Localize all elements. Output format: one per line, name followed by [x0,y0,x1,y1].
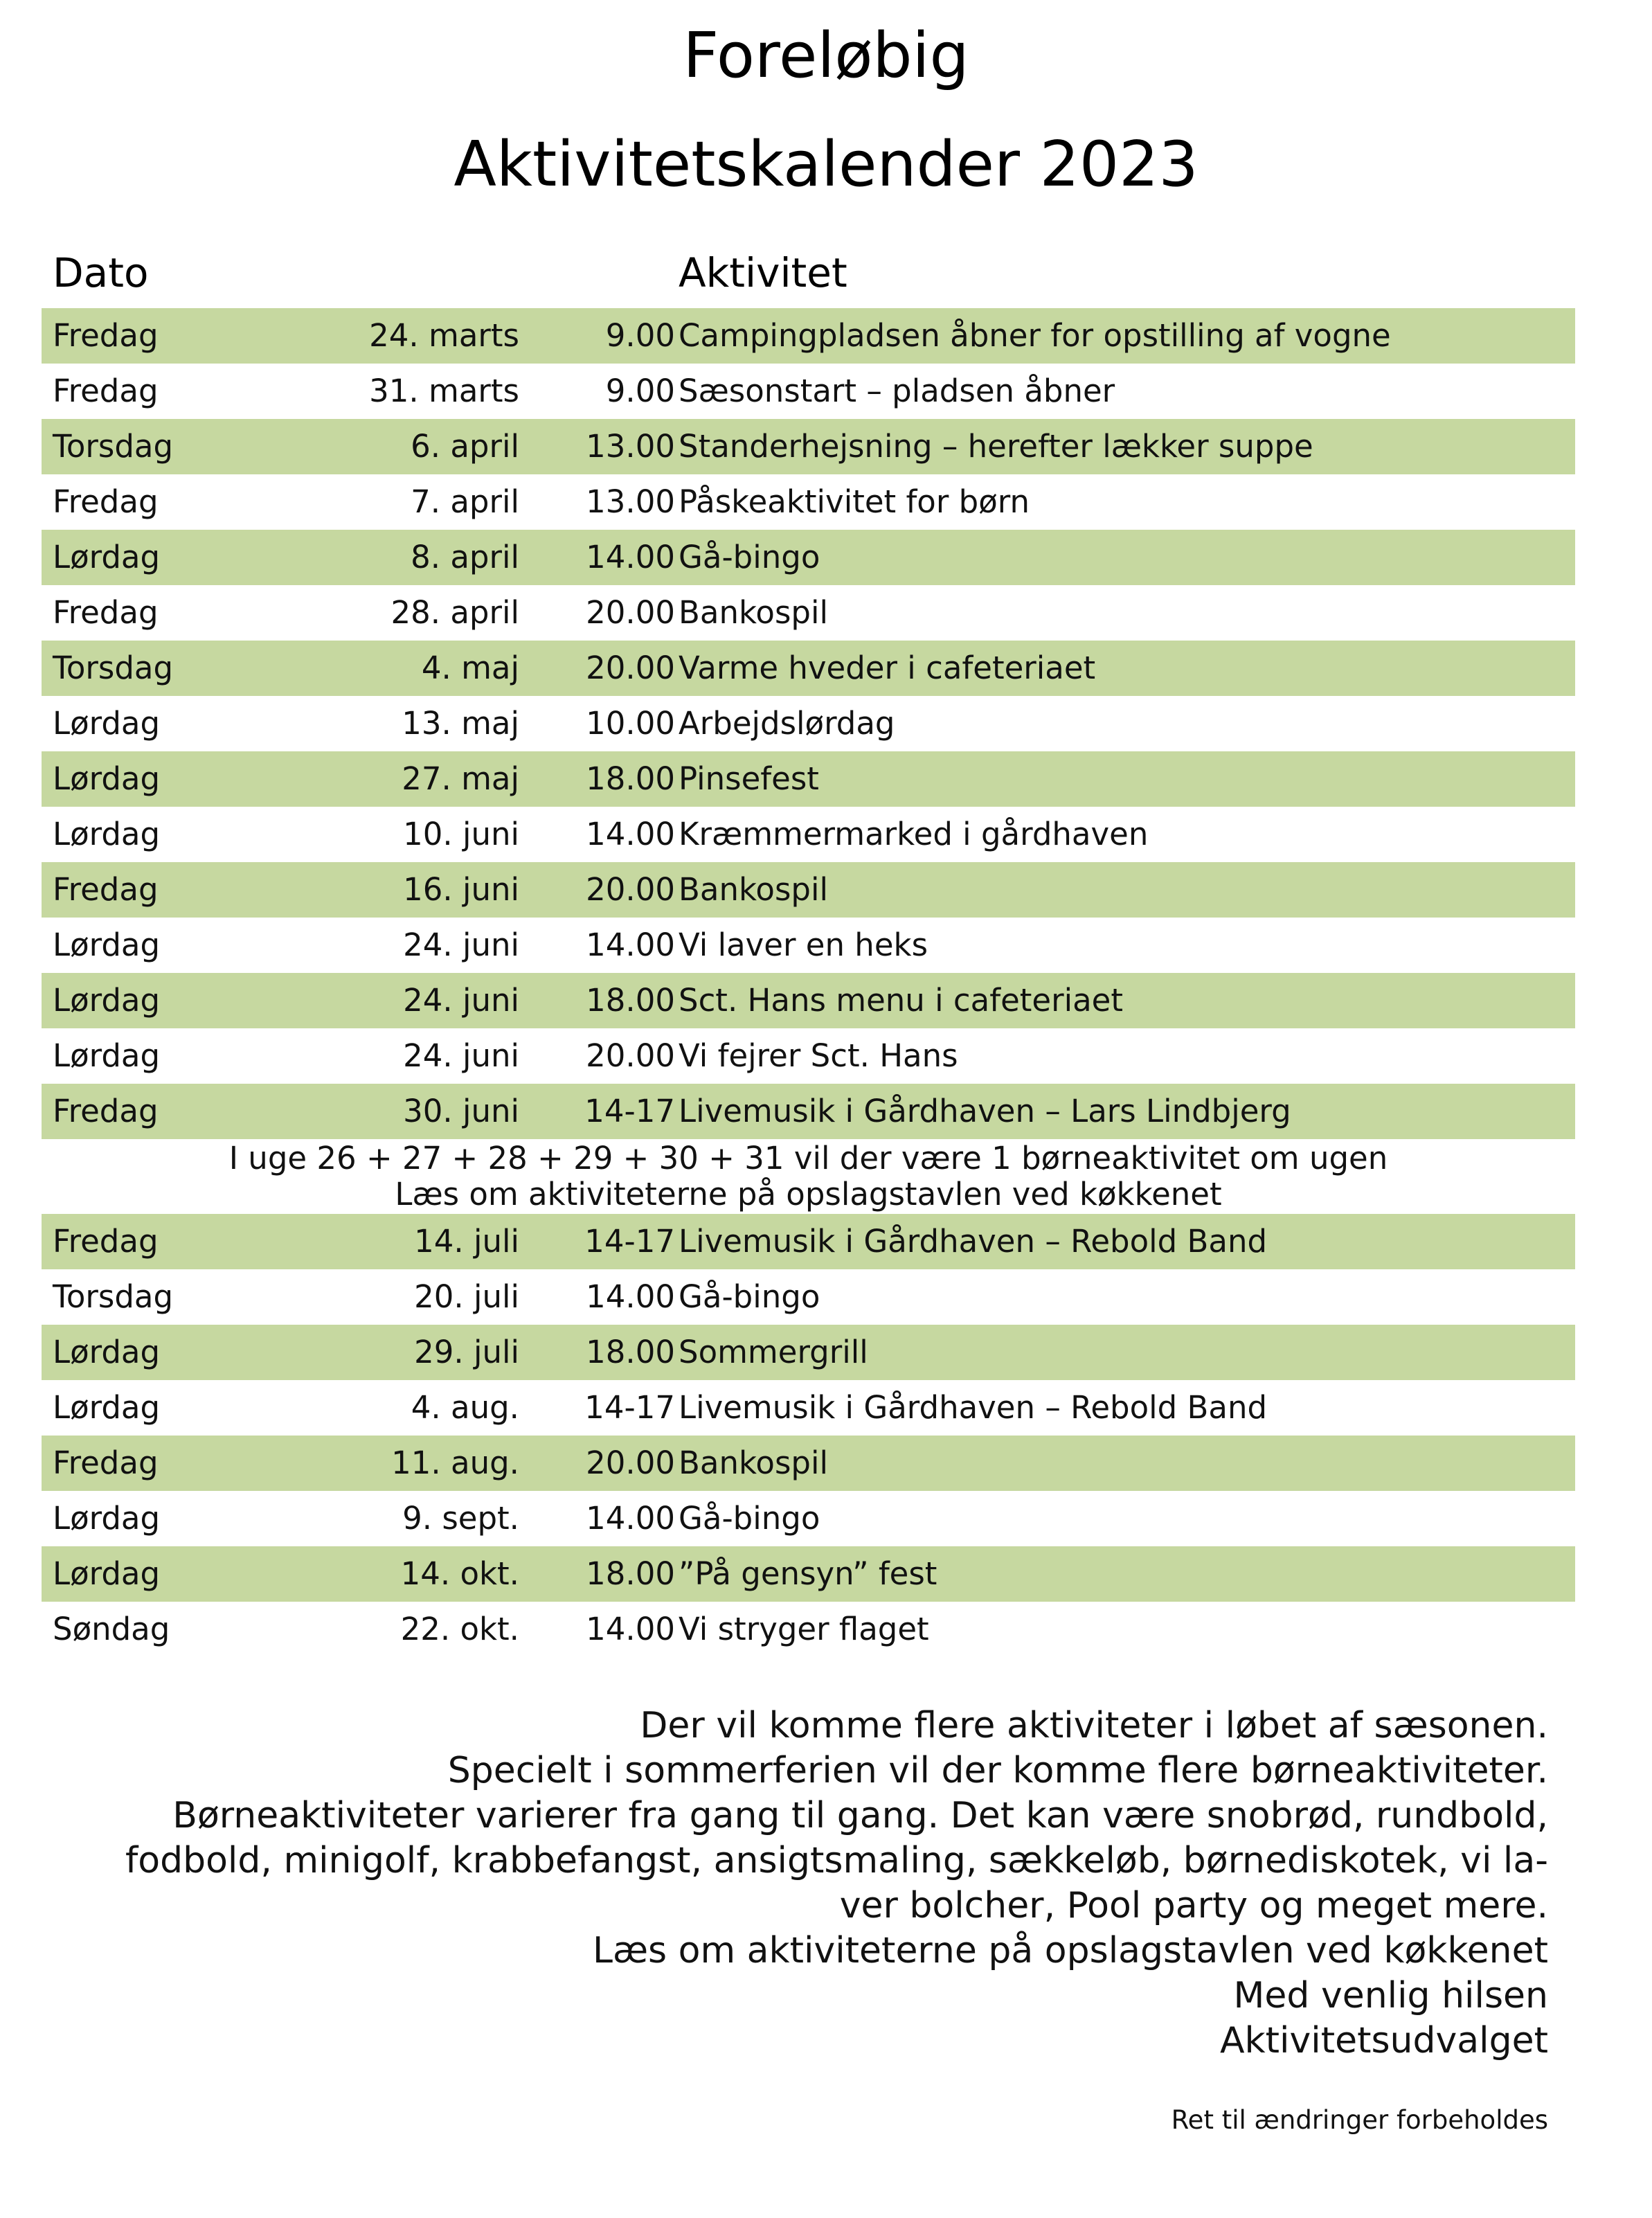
event-activity: Sct. Hans menu i cafeteriaet [679,982,1123,1019]
event-activity: Campingpladsen åbner for opstilling af vogne [679,317,1391,354]
event-day: Fredag [53,1093,159,1129]
event-row [42,1380,1575,1436]
event-day: Fredag [53,871,159,908]
event-activity: Påskeaktivitet for børn [679,483,1030,520]
event-date: 30. juni [403,1093,519,1129]
event-time: 13.00 [586,483,675,520]
event-activity: Sæsonstart – pladsen åbner [679,373,1115,409]
event-row [42,1269,1575,1325]
event-date: 20. juli [414,1278,519,1315]
closing-line: Børneaktiviteter varierer fra gang til gang. Det kan være snobrød, rundbold, [172,1795,1548,1836]
event-day: Lørdag [53,1500,161,1537]
event-day: Søndag [53,1611,170,1647]
event-row [42,364,1575,419]
event-day: Fredag [53,317,159,354]
event-activity: Bankospil [679,871,828,908]
event-day: Lørdag [53,927,161,963]
event-date: 14. juli [414,1223,519,1260]
event-time: 14.00 [586,1611,675,1647]
event-row [42,1325,1575,1380]
event-activity: Sommergrill [679,1334,868,1370]
event-activity: Standerhejsning – herefter lækker suppe [679,428,1313,465]
closing-line: Specielt i sommerferien vil der komme flere børneaktiviteter. [447,1750,1548,1791]
event-date: 13. maj [402,705,519,742]
page-title-line-2: Aktivitetskalender 2023 [454,128,1198,201]
event-day: Lørdag [53,816,161,852]
event-date: 24. juni [403,982,519,1019]
event-time: 10.00 [586,705,675,742]
event-time: 9.00 [605,317,675,354]
event-time: 14.00 [586,1278,675,1315]
event-time: 18.00 [586,982,675,1019]
event-date: 22. okt. [400,1611,519,1647]
event-date: 4. maj [421,650,519,686]
event-date: 28. april [390,594,519,631]
event-row [42,1436,1575,1491]
event-activity: Gå-bingo [679,1500,820,1537]
column-header-aktivitet: Aktivitet [679,249,847,296]
event-day: Torsdag [53,650,174,686]
event-day: Lørdag [53,760,161,797]
event-time: 14.00 [586,539,675,575]
event-day: Lørdag [53,1389,161,1426]
event-group-summer-autumn [42,1214,1575,1657]
event-date: 10. juni [403,816,519,852]
event-day: Fredag [53,1223,159,1260]
event-time: 13.00 [586,428,675,465]
event-day: Lørdag [53,539,161,575]
column-header-dato: Dato [53,249,149,296]
page-title-line-1: Foreløbig [683,19,969,92]
closing-line: Læs om aktiviteterne på opslagstavlen ved køkkenet [592,1930,1548,1971]
event-day: Fredag [53,1445,159,1481]
event-day: Lørdag [53,1334,161,1370]
event-date: 4. aug. [411,1389,519,1426]
event-day: Lørdag [53,1555,161,1592]
event-time: 18.00 [586,1334,675,1370]
event-date: 7. april [411,483,519,520]
event-time: 14.00 [586,816,675,852]
closing-line: fodbold, minigolf, krabbefangst, ansigtsmaling, sækkeløb, børnediskotek, vi la- [125,1840,1548,1881]
summer-notice-line-2: Læs om aktiviteterne på opslagstavlen ved køkkenet [395,1176,1222,1213]
event-activity: Varme hveder i cafeteriaet [679,650,1096,686]
event-date: 31. marts [369,373,519,409]
event-day: Fredag [53,594,159,631]
event-activity: Kræmmermarked i gårdhaven [679,816,1149,852]
event-row [42,807,1575,862]
event-time: 14-17 [584,1389,675,1426]
event-activity: ”På gensyn” fest [679,1555,937,1592]
event-time: 14.00 [586,1500,675,1537]
event-row [42,862,1575,918]
event-date: 6. april [411,428,519,465]
event-date: 16. juni [403,871,519,908]
event-activity: Livemusik i Gårdhaven – Rebold Band [679,1389,1268,1426]
event-group-spring [42,308,1575,1139]
closing-line: Aktivitetsudvalget [1219,2020,1548,2062]
event-row [42,1214,1575,1269]
event-date: 24. marts [369,317,519,354]
event-day: Torsdag [53,1278,174,1315]
closing-text [25,1703,1548,2064]
event-day: Lørdag [53,982,161,1019]
event-row [42,1602,1575,1657]
event-activity: Gå-bingo [679,1278,820,1315]
event-row [42,641,1575,696]
event-time: 14-17 [584,1093,675,1129]
event-row [42,1028,1575,1084]
event-row [42,973,1575,1028]
event-time: 20.00 [586,871,675,908]
event-time: 14-17 [584,1223,675,1260]
event-day: Fredag [53,483,159,520]
event-activity: Livemusik i Gårdhaven – Lars Lindbjerg [679,1093,1291,1129]
closing-line: ver bolcher, Pool party og meget mere. [839,1885,1548,1926]
event-activity: Bankospil [679,594,828,631]
event-time: 20.00 [586,1445,675,1481]
event-row [42,1546,1575,1602]
event-time: 14.00 [586,927,675,963]
event-date: 8. april [411,539,519,575]
event-date: 24. juni [403,1037,519,1074]
event-day: Lørdag [53,705,161,742]
event-row [42,1491,1575,1546]
event-row [42,751,1575,807]
event-date: 9. sept. [402,1500,519,1537]
event-activity: Arbejdslørdag [679,705,895,742]
event-activity: Pinsefest [679,760,819,797]
event-time: 9.00 [605,373,675,409]
event-time: 20.00 [586,1037,675,1074]
event-row [42,419,1575,474]
summer-notice [42,1139,1575,1214]
event-row [42,530,1575,585]
event-row [42,696,1575,751]
event-activity: Gå-bingo [679,539,820,575]
event-date: 11. aug. [391,1445,519,1481]
disclaimer-note: Ret til ændringer forbeholdes [1171,2105,1548,2135]
event-activity: Vi stryger flaget [679,1611,929,1647]
event-row [42,918,1575,973]
event-day: Lørdag [53,1037,161,1074]
event-date: 29. juli [414,1334,519,1370]
event-date: 27. maj [402,760,519,797]
closing-line: Der vil komme flere aktiviteter i løbet af sæsonen. [640,1705,1548,1746]
event-date: 14. okt. [400,1555,519,1592]
event-row [42,585,1575,641]
event-row [42,1084,1575,1139]
event-activity: Livemusik i Gårdhaven – Rebold Band [679,1223,1268,1260]
event-activity: Vi fejrer Sct. Hans [679,1037,958,1074]
event-row [42,308,1575,364]
event-time: 18.00 [586,760,675,797]
event-activity: Bankospil [679,1445,828,1481]
event-date: 24. juni [403,927,519,963]
activity-table [42,308,1575,1657]
summer-notice-line-1: I uge 26 + 27 + 28 + 29 + 30 + 31 vil der være 1 børneaktivitet om ugen [228,1140,1388,1177]
event-time: 18.00 [586,1555,675,1592]
event-activity: Vi laver en heks [679,927,928,963]
event-row [42,474,1575,530]
event-time: 20.00 [586,650,675,686]
event-day: Torsdag [53,428,174,465]
event-time: 20.00 [586,594,675,631]
event-day: Fredag [53,373,159,409]
closing-line: Med venlig hilsen [1233,1975,1548,2016]
